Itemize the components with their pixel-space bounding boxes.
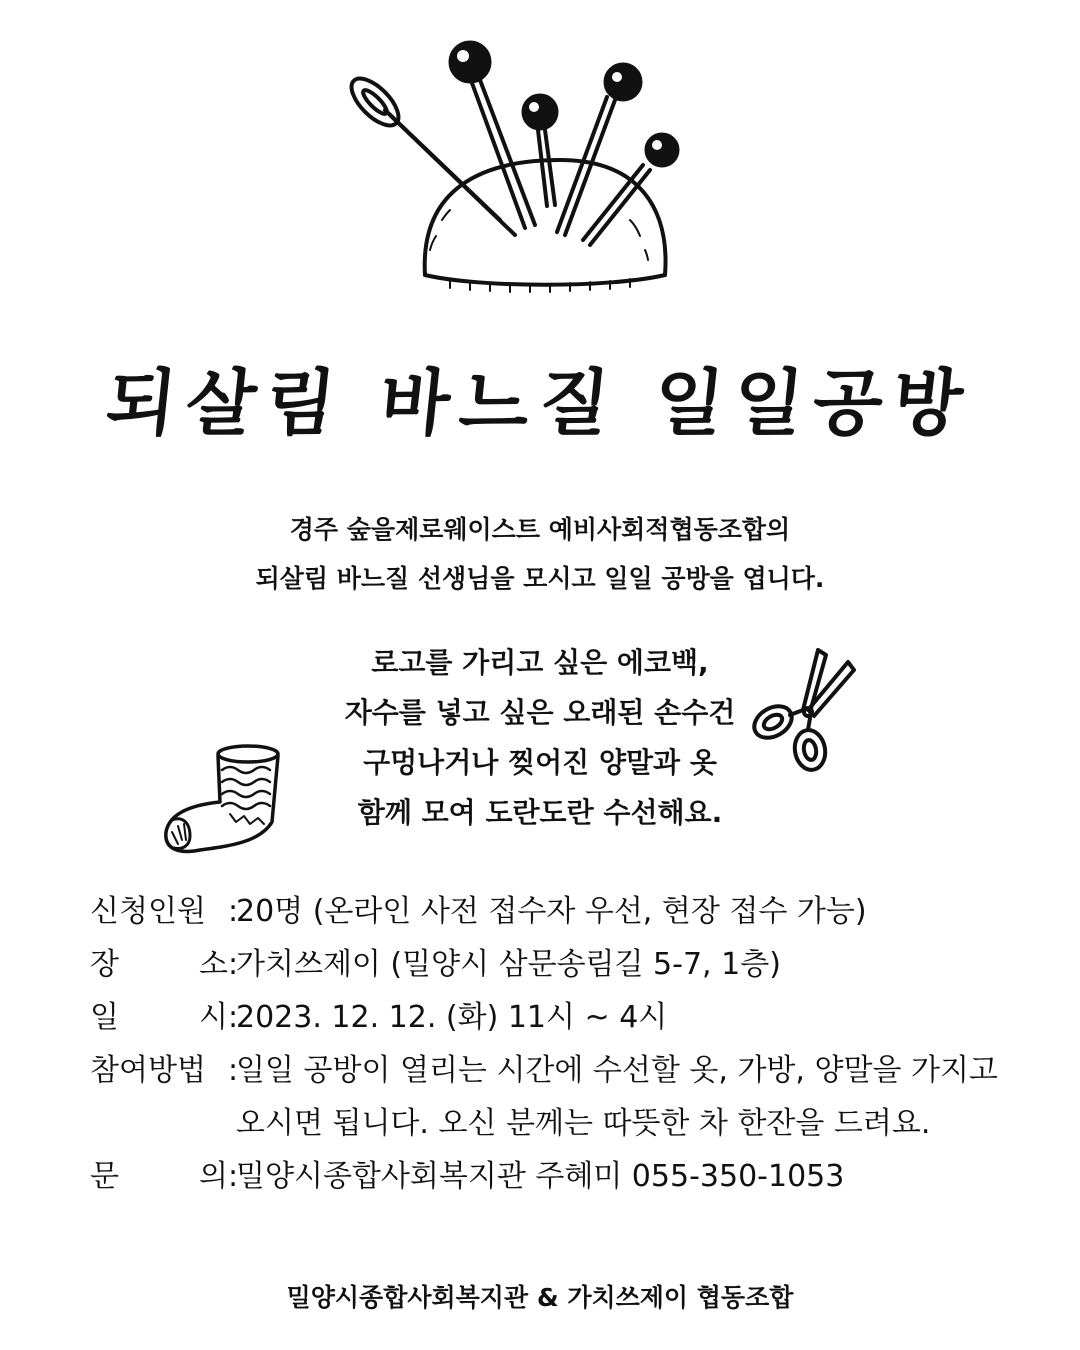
capacity-value: 20명 (온라인 사전 접수자 우선, 현장 접수 가능) xyxy=(236,894,867,929)
place-value: 가치쓰제이 (밀양시 삼문송림길 5-7, 1층) xyxy=(236,947,781,982)
info-row-method: 참여방법 : 일일 공방이 열리는 시간에 수선할 옷, 가방, 양말을 가지고 xyxy=(90,1044,1050,1097)
info-row-place: 장 소 : 가치쓰제이 (밀양시 삼문송림길 5-7, 1층) xyxy=(90,938,1050,991)
date-value: 2023. 12. 12. (화) 11시 ~ 4시 xyxy=(236,1000,668,1035)
info-row-contact: 문 의 : 밀양시종합사회복지관 주혜미 055-350-1053 xyxy=(90,1150,1050,1203)
info-row-date: 일 시 : 2023. 12. 12. (화) 11시 ~ 4시 xyxy=(90,991,1050,1044)
organizers-footer: 밀양시종합사회복지관 & 가치쓰제이 협동조합 xyxy=(286,1283,794,1312)
method-value-continued: 오시면 됩니다. 오신 분께는 따뜻한 차 한잔을 드려요. xyxy=(236,1106,931,1141)
place-label-b: 소 xyxy=(199,947,228,982)
date-label-b: 시 xyxy=(199,1000,228,1035)
intro-line-1: 경주 숲을제로웨이스트 예비사회적협동조합의 xyxy=(289,515,791,544)
info-row-capacity: 신청인원 : 20명 (온라인 사전 접수자 우선, 현장 접수 가능) xyxy=(90,885,1050,938)
description-line-3: 구멍나거나 찢어진 양말과 옷 xyxy=(363,746,717,779)
intro-text xyxy=(0,505,1080,603)
place-label xyxy=(90,938,228,991)
description-line-4: 함께 모여 도란도란 수선해요. xyxy=(357,796,723,829)
pincushion-icon xyxy=(330,20,680,310)
contact-label xyxy=(90,1150,228,1203)
date-label xyxy=(90,991,228,1044)
place-label-a: 장 xyxy=(90,947,119,982)
event-info xyxy=(90,885,1050,1203)
sock-icon xyxy=(160,742,280,860)
contact-label-a: 문 xyxy=(90,1159,119,1194)
poster-title: 되살림 바느질 일일공방 xyxy=(102,361,977,445)
method-label-text: 참여방법 xyxy=(90,1053,206,1088)
capacity-label xyxy=(90,885,228,938)
method-value: 일일 공방이 열리는 시간에 수선할 옷, 가방, 양말을 가지고 xyxy=(236,1053,998,1088)
description-line-1: 로고를 가리고 싶은 에코백, xyxy=(371,646,709,679)
scissors-icon xyxy=(748,640,863,775)
intro-line-2: 되살림 바느질 선생님을 모시고 일일 공방을 엽니다. xyxy=(255,564,825,593)
method-label xyxy=(90,1044,228,1097)
info-row-method-cont xyxy=(90,1097,1050,1150)
capacity-label-text: 신청인원 xyxy=(90,894,206,929)
contact-label-b: 의 xyxy=(199,1159,228,1194)
date-label-a: 일 xyxy=(90,1000,119,1035)
description-line-2: 자수를 넣고 싶은 오래된 손수건 xyxy=(344,696,736,729)
contact-value: 밀양시종합사회복지관 주혜미 055-350-1053 xyxy=(236,1159,845,1194)
